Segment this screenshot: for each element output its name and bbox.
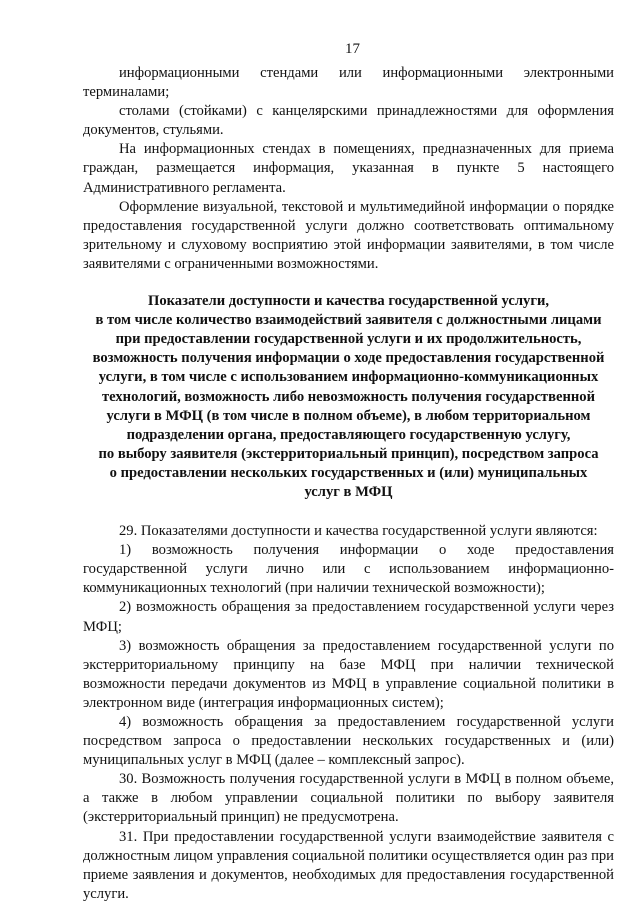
intro-paragraph-stands: информационными стендами или информационными электронными терминалами; xyxy=(83,65,614,101)
heading-line: Показатели доступности и качества государственной услуги, xyxy=(147,293,550,310)
paragraph-31: 31. При предоставлении государственной услуги взаимодействие заявителя с должностным лицом управления социальной политики осуществляется один раз при приеме заявления и документов, необходимых для предоставления государственной услуги. xyxy=(83,828,614,902)
heading-line: услуги, в том числе с использованием информационно-коммуникационных xyxy=(98,369,599,386)
intro-paragraph-tables: столами (стойками) с канцелярскими принадлежностями для оформления документов, стульями. xyxy=(83,103,614,139)
heading-line: возможность получения информации о ходе предоставления государственной xyxy=(92,350,605,367)
document-page xyxy=(83,40,614,904)
intro-paragraph-visual-info: Оформление визуальной, текстовой и мультимедийной информации о порядке предоставления государственной услуги должно соответствовать оптимальному зрительному и слуховому восприятию этой информации заявителями, в том числе заявителями с ограниченными возможностями. xyxy=(83,198,614,272)
list-item-1: 1) возможность получения информации о ходе предоставления государственной услуги лично или с использованием информационно-коммуникационных технологий (при наличии технической возможности); xyxy=(83,542,614,597)
list-item-3: 3) возможность обращения за предоставлением государственной услуги по экстерриториальному принципу на базе МФЦ при наличии технической возможности передачи документов из МФЦ в управление социальной политики в электронном виде (интеграция информационных систем); xyxy=(83,637,614,711)
heading-line: услуг в МФЦ xyxy=(304,483,393,500)
list-item-4: 4) возможность обращения за предоставлением государственной услуги посредством запроса о предоставлении нескольких государственных и (или) муниципальных услуг в МФЦ (далее – комплексный запрос). xyxy=(83,714,614,769)
heading-line: по выбору заявителя (экстерриториальный принцип), посредством запроса xyxy=(98,445,599,462)
section-heading xyxy=(83,292,614,502)
intro-paragraph-info-stands: На информационных стендах в помещениях, предназначенных для приема граждан, размещается информация, указанная в пункте 5 настоящего Административного регламента. xyxy=(83,141,614,196)
paragraph-30: 30. Возможность получения государственной услуги в МФЦ в полном объеме, а также в любом управлении социальной политики по выбору заявителя (экстерриториальный принцип) не предусмотрена. xyxy=(83,771,614,826)
heading-line: при предоставлении государственной услуги и их продолжительность, xyxy=(115,331,582,348)
heading-line: о предоставлении нескольких государственных и (или) муниципальных xyxy=(109,464,588,481)
paragraph-29: 29. Показателями доступности и качества государственной услуги являются: xyxy=(119,523,598,540)
page-number: 17 xyxy=(345,41,360,57)
list-item-2: 2) возможность обращения за предоставлением государственной услуги через МФЦ; xyxy=(83,599,614,635)
heading-line: услуги в МФЦ (в том числе в полном объеме), в любом территориальном xyxy=(106,407,591,424)
heading-line: подразделении органа, предоставляющего государственную услугу, xyxy=(126,426,571,443)
heading-line: технологий, возможность либо невозможность получения государственной xyxy=(102,388,595,405)
heading-line: в том числе количество взаимодействий заявителя с должностными лицами xyxy=(95,312,602,329)
